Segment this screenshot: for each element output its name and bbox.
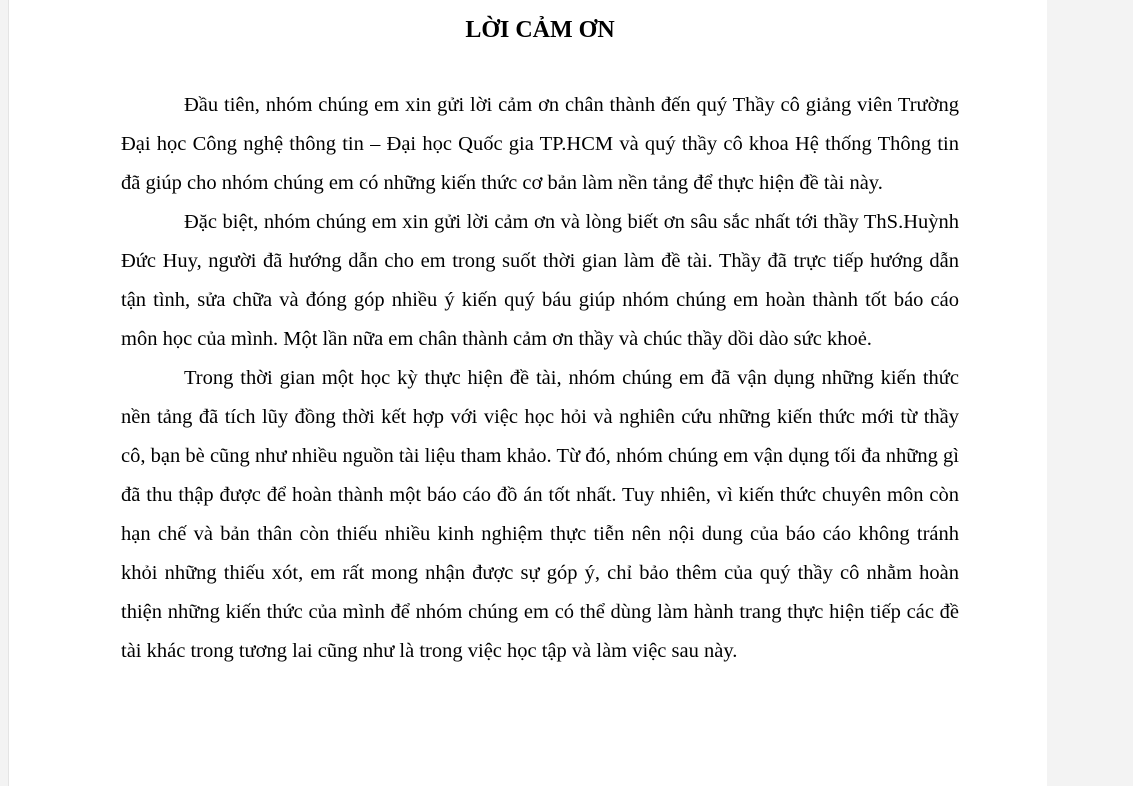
document-title: LỜI CẢM ƠN (465, 17, 615, 43)
paragraph-advisor: Đặc biệt, nhóm chúng em xin gửi lời cảm ơn và lòng biết ơn sâu sắc nhất tới thầy ThS.Huỳnh Đức Huy, người đã hướng dẫn cho em trong suốt thời gian làm đề tài. Thầy đã trực tiếp hướng dẫn tận tình, sửa chữa và đóng góp nhiều ý kiến quý báu giúp nhóm chúng em hoàn thành tốt báo cáo môn học của mình. Một lần nữa em chân thành cảm ơn thầy và chúc thầy dồi dào sức khoẻ. (121, 211, 959, 350)
document-body (121, 86, 959, 671)
paragraph-closing: Trong thời gian một học kỳ thực hiện đề tài, nhóm chúng em đã vận dụng những kiến thức nền tảng đã tích lũy đồng thời kết hợp với việc học hỏi và nghiên cứu những kiến thức mới từ thầy cô, bạn bè cũng như nhiều nguồn tài liệu tham khảo. Từ đó, nhóm chúng em vận dụng tối đa những gì đã thu thập được để hoàn thành một báo cáo đồ án tốt nhất. Tuy nhiên, vì kiến thức chuyên môn còn hạn chế và bản thân còn thiếu nhiều kinh nghiệm thực tiễn nên nội dung của báo cáo không tránh khỏi những thiếu xót, em rất mong nhận được sự góp ý, chỉ bảo thêm của quý thầy cô nhằm hoàn thiện những kiến thức của mình để nhóm chúng em có thể dùng làm hành trang thực hiện tiếp các đề tài khác trong tương lai cũng như là trong việc học tập và làm việc sau này. (121, 367, 959, 662)
document-page (8, 0, 1048, 786)
paragraph-intro: Đầu tiên, nhóm chúng em xin gửi lời cảm ơn chân thành đến quý Thầy cô giảng viên Trường Đại học Công nghệ thông tin – Đại học Quốc gia TP.HCM và quý thầy cô khoa Hệ thống Thông tin đã giúp cho nhóm chúng em có những kiến thức cơ bản làm nền tảng để thực hiện đề tài này. (121, 94, 959, 194)
viewer-background (1047, 0, 1133, 786)
